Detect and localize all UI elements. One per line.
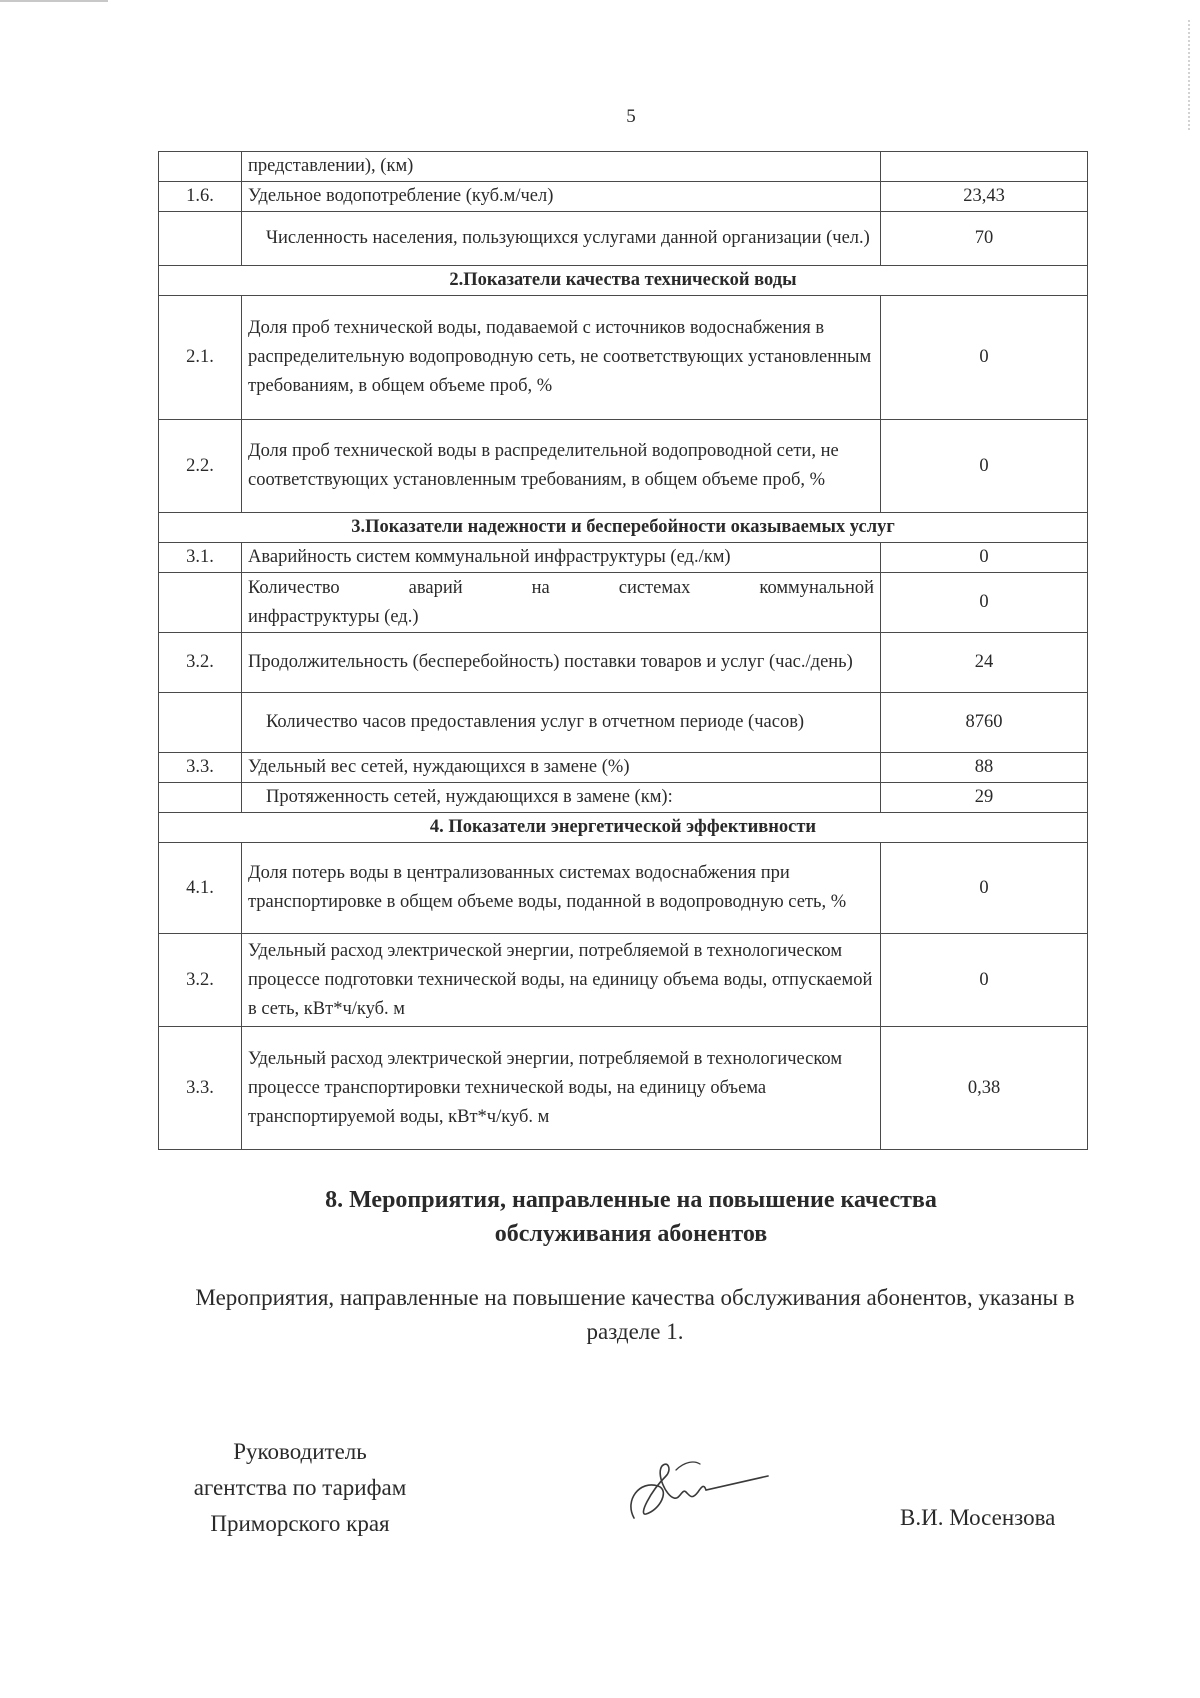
table-section-row bbox=[159, 513, 1088, 543]
indicator-value-cell: 0,38 bbox=[881, 1027, 1088, 1150]
indicator-value-cell: 24 bbox=[881, 633, 1088, 693]
table-row bbox=[159, 934, 1088, 1027]
row-number-cell: 2.1. bbox=[159, 296, 242, 420]
indicator-description-cell: Доля потерь воды в централизованных системах водоснабжения при транспортировке в общем объеме воды, поданной в водопроводную сеть, % bbox=[242, 843, 881, 934]
table-row bbox=[159, 783, 1088, 813]
indicators-table bbox=[158, 151, 1088, 1150]
signer-title-line-1: Руководитель bbox=[233, 1439, 367, 1464]
indicator-value-cell: 0 bbox=[881, 934, 1088, 1027]
row-number-cell: 1.6. bbox=[159, 182, 242, 212]
table-row bbox=[159, 753, 1088, 783]
indicator-description-cell: Удельный расход электрической энергии, потребляемой в технологическом процессе транспортировки технической воды, на единицу объема транспортируемой воды, кВт*ч/куб. м bbox=[242, 1027, 881, 1150]
indicator-description-cell: Удельный вес сетей, нуждающихся в замене (%) bbox=[242, 753, 881, 783]
section-title-cell: 3.Показатели надежности и бесперебойности оказываемых услуг bbox=[159, 513, 1088, 543]
indicator-description-cell: Численность населения, пользующихся услугами данной организации (чел.) bbox=[242, 212, 881, 266]
row-number-cell bbox=[159, 212, 242, 266]
row-number-cell: 3.3. bbox=[159, 753, 242, 783]
signer-title-line-3: Приморского края bbox=[210, 1511, 390, 1536]
row-number-cell bbox=[159, 693, 242, 753]
page-number: 5 bbox=[626, 106, 636, 127]
indicator-description-cell: представлении), (км) bbox=[242, 152, 881, 182]
indicators-table-body bbox=[159, 152, 1088, 1150]
row-number-cell bbox=[159, 783, 242, 813]
scan-edge-mark bbox=[0, 0, 108, 2]
indicator-value-cell: 29 bbox=[881, 783, 1088, 813]
table-row bbox=[159, 633, 1088, 693]
table-row bbox=[159, 296, 1088, 420]
section-8-heading-line-1: 8. Мероприятия, направленные на повышение качества bbox=[325, 1187, 937, 1213]
row-number-cell: 4.1. bbox=[159, 843, 242, 934]
description-line-2: инфраструктуры (ед.) bbox=[248, 606, 419, 627]
table-row bbox=[159, 212, 1088, 266]
indicator-value-cell: 0 bbox=[881, 843, 1088, 934]
description-line-1: Количество аварий на системах коммунальной bbox=[248, 577, 874, 598]
table-row bbox=[159, 573, 1088, 633]
table-section-row bbox=[159, 266, 1088, 296]
table-row bbox=[159, 420, 1088, 513]
indicator-description-cell bbox=[242, 573, 881, 633]
row-number-cell: 3.2. bbox=[159, 633, 242, 693]
table-row bbox=[159, 1027, 1088, 1150]
table-row bbox=[159, 182, 1088, 212]
table-section-row bbox=[159, 813, 1088, 843]
indicator-description-cell: Доля проб технической воды в распределительной водопроводной сети, не соответствующих установленным требованиям, в общем объеме проб, % bbox=[242, 420, 881, 513]
section-8-heading bbox=[0, 1183, 1200, 1251]
indicator-description-cell: Протяженность сетей, нуждающихся в замене (км): bbox=[242, 783, 881, 813]
indicator-description-cell: Аварийность систем коммунальной инфраструктуры (ед./км) bbox=[242, 543, 881, 573]
indicator-description-cell: Удельный расход электрической энергии, потребляемой в технологическом процессе подготовки технической воды, на единицу объема воды, отпускаемой в сеть, кВт*ч/куб. м bbox=[242, 934, 881, 1027]
indicator-description-cell: Продолжительность (бесперебойность) поставки товаров и услуг (час./день) bbox=[242, 633, 881, 693]
indicator-description-cell: Удельное водопотребление (куб.м/чел) bbox=[242, 182, 881, 212]
section-title-cell: 2.Показатели качества технической воды bbox=[159, 266, 1088, 296]
signer-title-line-2: агентства по тарифам bbox=[193, 1475, 407, 1500]
indicator-value-cell: 8760 bbox=[881, 693, 1088, 753]
row-number-cell: 2.2. bbox=[159, 420, 242, 513]
row-number-cell: 3.3. bbox=[159, 1027, 242, 1150]
signer-name: В.И. Мосензова bbox=[900, 1505, 1056, 1530]
table-row bbox=[159, 152, 1088, 182]
section-title-cell: 4. Показатели энергетической эффективности bbox=[159, 813, 1088, 843]
row-number-cell: 3.2. bbox=[159, 934, 242, 1027]
table-row bbox=[159, 843, 1088, 934]
signer-title bbox=[150, 1434, 450, 1542]
indicator-value-cell: 0 bbox=[881, 573, 1088, 633]
indicator-description-cell: Количество часов предоставления услуг в отчетном периоде (часов) bbox=[242, 693, 881, 753]
indicator-value-cell: 88 bbox=[881, 753, 1088, 783]
indicator-value-cell: 23,43 bbox=[881, 182, 1088, 212]
indicator-value-cell: 70 bbox=[881, 212, 1088, 266]
row-number-cell bbox=[159, 152, 242, 182]
table-row bbox=[159, 693, 1088, 753]
table-row bbox=[159, 543, 1088, 573]
handwritten-signature bbox=[620, 1440, 770, 1530]
indicator-value-cell: 0 bbox=[881, 420, 1088, 513]
row-number-cell bbox=[159, 573, 242, 633]
indicator-description-cell: Доля проб технической воды, подаваемой с источников водоснабжения в распределительную водопроводную сеть, не соответствующих установленным требованиям, в общем объеме проб, % bbox=[242, 296, 881, 420]
section-8-heading-line-2: обслуживания абонентов bbox=[494, 1221, 768, 1247]
indicator-value-cell: 0 bbox=[881, 296, 1088, 420]
row-number-cell: 3.1. bbox=[159, 543, 242, 573]
indicator-value-cell bbox=[881, 152, 1088, 182]
section-8-text: Мероприятия, направленные на повышение качества обслуживания абонентов, указаны в разделе 1. bbox=[195, 1285, 1075, 1344]
indicator-value-cell: 0 bbox=[881, 543, 1088, 573]
